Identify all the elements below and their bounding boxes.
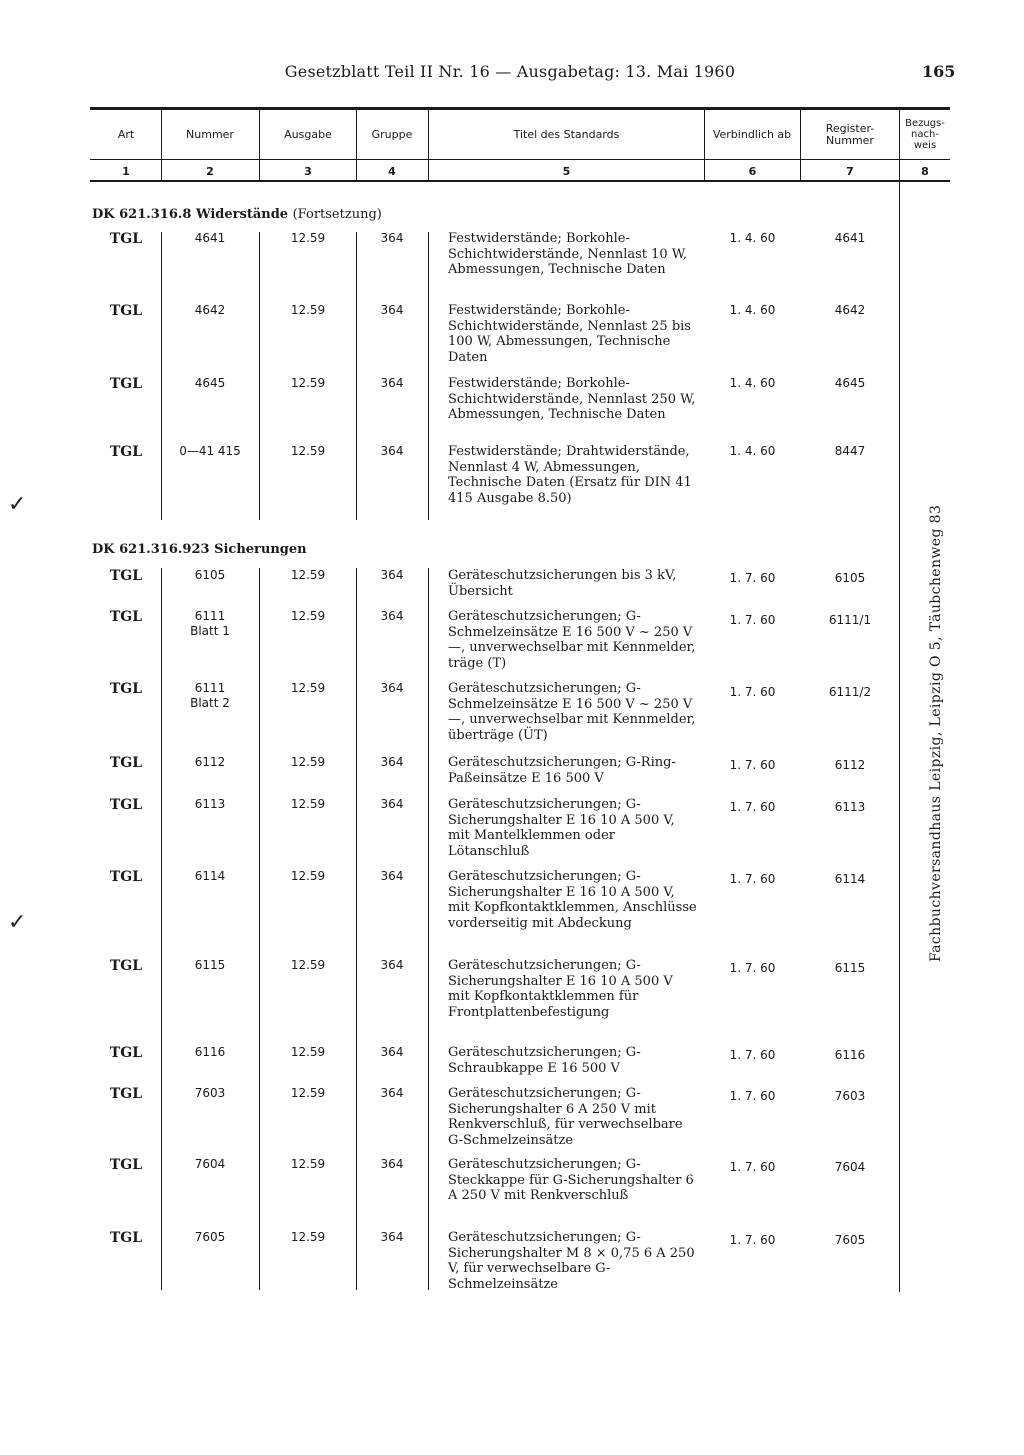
cell-nummer: 0—41 415 [179,444,241,458]
cell-gruppe: 364 [380,1230,404,1244]
cell-art: TGL [109,797,143,813]
cell-verbindlich: 1. 4. 60 [729,303,776,317]
cell-ausgabe: 12.59 [290,869,326,883]
cell-gruppe: 364 [380,231,404,245]
section-heading-text: DK 621.316.923 Sicherungen [92,542,307,557]
cell-nummer: 6105 [194,568,226,582]
cell-verbindlich: 1. 7. 60 [729,872,776,886]
cell-titel: Geräteschutzsicherungen; G-Steckkappe für G-Sicherungshalter 6 A 250 V mit Renkverschluß [448,1157,694,1203]
cell-titel: Festwiderstände; Borkohle-Schichtwiderstände, Nennlast 250 W, Abmessungen, Technische Daten [448,376,696,422]
cell-ausgabe: 12.59 [290,376,326,390]
cell-titel: Geräteschutzsicherungen bis 3 kV, Übersicht [448,568,677,599]
cell-art: TGL [109,1045,143,1061]
cell-art: TGL [109,568,143,584]
column-header-verbindlich: Verbindlich ab [712,128,792,141]
column-header-bezug: Bezugs-nach-weis [905,117,945,151]
cell-register: 6111/2 [828,685,872,699]
cell-nummer: 7603 [194,1086,226,1100]
column-header-art: Art [117,128,135,141]
cell-verbindlich: 1. 7. 60 [729,685,776,699]
cell-art: TGL [109,1086,143,1102]
cell-nummer: 6115 [194,958,226,972]
cell-register: 6116 [834,1048,866,1062]
cell-titel: Geräteschutzsicherungen; G-Ring-Paßeinsätze E 16 500 V [448,755,676,786]
column-header-register: Register-Nummer [825,122,875,147]
cell-gruppe: 364 [380,755,404,769]
cell-titel: Festwiderstände; Borkohle-Schichtwiderstände, Nennlast 10 W, Abmessungen, Technische Daten [448,231,688,277]
cell-art: TGL [109,376,143,392]
cell-titel: Geräteschutzsicherungen; G-Sicherungshalter E 16 10 A 500 V, mit Kopfkontaktklemmen, Anschlüsse vorderseitig mit Abdeckung [448,869,697,931]
cell-nummer: 7605 [194,1230,226,1244]
cell-register: 7605 [834,1233,866,1247]
column-header-nummer: Nummer [186,128,234,141]
table-colnum-rule [90,180,950,182]
cell-titel: Geräteschutzsicherungen; G-Schraubkappe E 16 500 V [448,1045,641,1076]
cell-register: 6112 [834,758,866,772]
cell-ausgabe: 12.59 [290,797,326,811]
cell-titel: Geräteschutzsicherungen; G-Sicherungshalter 6 A 250 V mit Renkverschluß, für verwechselbare G-Schmelzeinsätze [448,1086,683,1148]
cell-gruppe: 364 [380,1086,404,1100]
cell-ausgabe: 12.59 [290,303,326,317]
cell-art: TGL [109,444,143,460]
cell-register: 6114 [834,872,866,886]
cell-art: TGL [109,231,143,247]
cell-titel: Geräteschutzsicherungen; G-Sicherungshalter M 8 × 0,75 6 A 250 V, für verwechselbare G-Schmelzeinsätze [448,1230,695,1292]
cell-ausgabe: 12.59 [290,568,326,582]
cell-art: TGL [109,609,143,625]
column-number: 5 [562,165,571,178]
cell-verbindlich: 1. 4. 60 [729,376,776,390]
cell-verbindlich: 1. 7. 60 [729,961,776,975]
cell-ausgabe: 12.59 [290,1230,326,1244]
column-header-ausgabe: Ausgabe [284,128,332,141]
cell-verbindlich: 1. 7. 60 [729,571,776,585]
cell-ausgabe: 12.59 [290,755,326,769]
section-heading-sicherungen [92,542,307,557]
column-number: 2 [206,165,214,178]
check-mark-icon: ✓ [8,492,27,517]
cell-register: 6113 [834,800,866,814]
cell-nummer: 6111 Blatt 2 [190,681,230,710]
cell-gruppe: 364 [380,376,404,390]
cell-nummer: 6111 Blatt 1 [190,609,230,638]
cell-register: 6105 [834,571,866,585]
row-separator [356,568,357,1290]
cell-verbindlich: 1. 7. 60 [729,613,776,627]
cell-register: 6115 [834,961,866,975]
cell-register: 7603 [834,1089,866,1103]
cell-titel: Festwiderstände; Drahtwiderstände, Nennlast 4 W, Abmessungen, Technische Daten (Ersatz für DIN 41 415 Ausgabe 8.50) [448,444,692,506]
cell-nummer: 6114 [194,869,226,883]
cell-titel: Geräteschutzsicherungen; G-Schmelzeinsätze E 16 500 V ~ 250 V —, unverwechselbar mit Kennmelder, überträge (ÜT) [448,681,696,743]
cell-verbindlich: 1. 7. 60 [729,758,776,772]
cell-nummer: 6112 [194,755,226,769]
cell-gruppe: 364 [380,681,404,695]
cell-art: TGL [109,869,143,885]
cell-verbindlich: 1. 7. 60 [729,1089,776,1103]
cell-verbindlich: 1. 7. 60 [729,800,776,814]
cell-register: 4645 [834,376,866,390]
cell-gruppe: 364 [380,1157,404,1171]
column-number: 4 [388,165,396,178]
row-separator [428,568,429,1290]
cell-titel: Geräteschutzsicherungen; G-Schmelzeinsätze E 16 500 V ~ 250 V —, unverwechselbar mit Kennmelder, träge (T) [448,609,696,671]
running-title: Gesetzblatt Teil II Nr. 16 — Ausgabetag: 13. Mai 1960 [284,62,736,81]
cell-gruppe: 364 [380,568,404,582]
cell-ausgabe: 12.59 [290,231,326,245]
cell-ausgabe: 12.59 [290,609,326,623]
cell-art: TGL [109,1157,143,1173]
cell-verbindlich: 1. 7. 60 [729,1048,776,1062]
cell-ausgabe: 12.59 [290,1086,326,1100]
column-number: 3 [304,165,312,178]
cell-ausgabe: 12.59 [290,958,326,972]
cell-nummer: 6116 [194,1045,226,1059]
table-top-rule [90,107,950,110]
cell-art: TGL [109,1230,143,1246]
table-header-rule [90,159,950,160]
column-number: 8 [921,165,929,178]
cell-register: 4641 [834,231,866,245]
cell-verbindlich: 1. 4. 60 [729,444,776,458]
row-separator [259,568,260,1290]
cell-gruppe: 364 [380,958,404,972]
cell-verbindlich: 1. 4. 60 [729,231,776,245]
page-number: 165 [922,62,956,81]
column-number: 7 [846,165,854,178]
cell-gruppe: 364 [380,797,404,811]
cell-nummer: 7604 [194,1157,226,1171]
cell-gruppe: 364 [380,303,404,317]
cell-art: TGL [109,958,143,974]
cell-gruppe: 364 [380,1045,404,1059]
section-heading-suffix: (Fortsetzung) [292,207,382,222]
cell-verbindlich: 1. 7. 60 [729,1160,776,1174]
cell-ausgabe: 12.59 [290,681,326,695]
cell-ausgabe: 12.59 [290,1045,326,1059]
cell-register: 6111/1 [828,613,872,627]
column-header-gruppe: Gruppe [371,128,413,141]
cell-register: 7604 [834,1160,866,1174]
cell-gruppe: 364 [380,444,404,458]
cell-gruppe: 364 [380,609,404,623]
cell-art: TGL [109,681,143,697]
cell-register: 8447 [834,444,866,458]
cell-titel: Geräteschutzsicherungen; G-Sicherungshalter E 16 10 A 500 V mit Kopfkontaktklemmen für Frontplattenbefestigung [448,958,673,1020]
row-separator [428,232,429,520]
cell-art: TGL [109,303,143,319]
cell-verbindlich: 1. 7. 60 [729,1233,776,1247]
row-separator [161,568,162,1290]
cell-art: TGL [109,755,143,771]
cell-titel: Geräteschutzsicherungen; G-Sicherungshalter E 16 10 A 500 V, mit Mantelklemmen oder Lötanschluß [448,797,675,859]
cell-nummer: 6113 [194,797,226,811]
cell-nummer: 4645 [194,376,226,390]
cell-ausgabe: 12.59 [290,444,326,458]
cell-register: 4642 [834,303,866,317]
column-header-titel: Titel des Standards [513,128,620,141]
column-number: 6 [748,165,757,178]
cell-nummer: 4642 [194,303,226,317]
cell-nummer: 4641 [194,231,226,245]
cell-ausgabe: 12.59 [290,1157,326,1171]
bezug-column-border [899,182,900,1292]
cell-titel: Festwiderstände; Borkohle-Schichtwiderstände, Nennlast 25 bis 100 W, Abmessungen, Technische Daten [448,303,691,365]
column-number: 1 [122,165,130,178]
section-heading-text: DK 621.316.8 Widerstände [92,207,289,222]
cell-gruppe: 364 [380,869,404,883]
publisher-side-note: Fachbuchversandhaus Leipzig, Leipzig O 5, Täubchenweg 83 [928,504,944,962]
check-mark-icon: ✓ [8,910,27,935]
section-heading-widerstaende [92,207,382,222]
